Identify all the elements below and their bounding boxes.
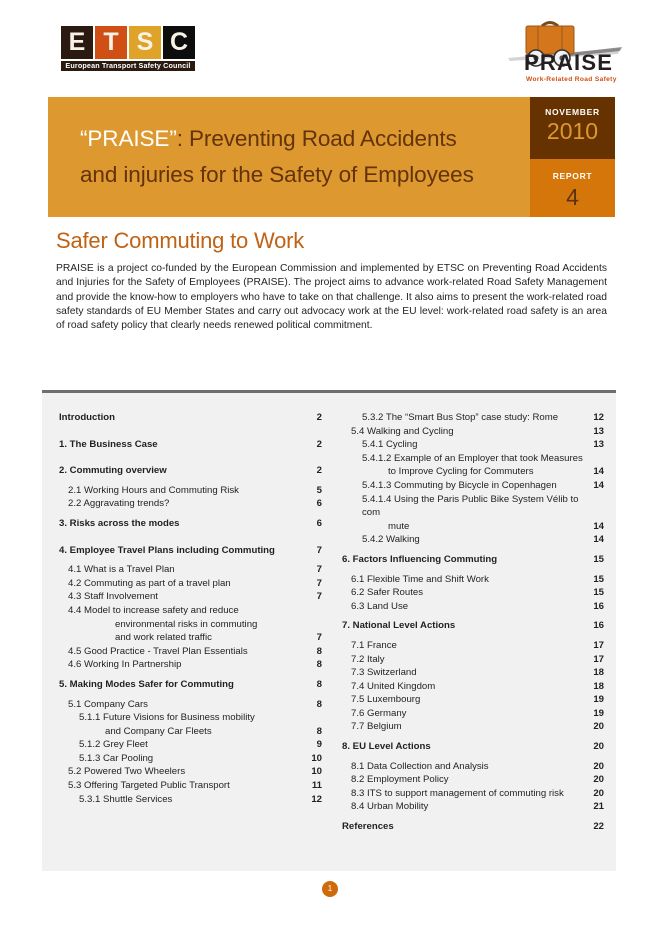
toc-entry-page: 2 bbox=[316, 438, 322, 450]
toc-entry[interactable] bbox=[59, 438, 322, 452]
table-of-contents bbox=[42, 390, 616, 871]
toc-entry-label: 4.5 Good Practice - Travel Plan Essentials bbox=[68, 645, 248, 657]
toc-entry[interactable] bbox=[342, 520, 604, 534]
toc-entry-label: 6.2 Safer Routes bbox=[351, 587, 423, 599]
toc-entry-label: to Improve Cycling for Commuters bbox=[388, 466, 534, 478]
report-title-line1-rest: : Preventing Road Accidents bbox=[176, 126, 457, 151]
toc-entry-page: 8 bbox=[316, 659, 322, 671]
page-number-badge: 1 bbox=[322, 881, 338, 897]
toc-entry[interactable] bbox=[59, 779, 322, 793]
report-title bbox=[80, 121, 520, 193]
toc-entry-label: and work related traffic bbox=[115, 632, 212, 644]
toc-entry[interactable] bbox=[342, 425, 604, 439]
toc-entry-page: 2 bbox=[316, 412, 322, 423]
toc-entry[interactable] bbox=[342, 479, 604, 493]
toc-entry[interactable] bbox=[342, 773, 604, 787]
toc-entry-page: 12 bbox=[593, 412, 604, 423]
toc-entry[interactable] bbox=[342, 639, 604, 653]
toc-entry-page: 20 bbox=[593, 787, 604, 799]
toc-entry-page: 16 bbox=[593, 620, 604, 632]
toc-entry-page: 2 bbox=[316, 465, 322, 477]
toc-entry-label: 5.4.1.2 Example of an Employer that took Measures bbox=[362, 452, 583, 464]
toc-entry[interactable] bbox=[342, 760, 604, 774]
toc-entry-page: 7 bbox=[316, 591, 322, 603]
toc-entry[interactable] bbox=[342, 586, 604, 600]
toc-entry-page: 10 bbox=[311, 766, 322, 778]
toc-entry-label: 4.4 Model to increase safety and reduce bbox=[68, 604, 239, 616]
report-number-value: 4 bbox=[566, 184, 579, 210]
intro-paragraph: PRAISE is a project co-funded by the European Commission and implemented by ETSC on Preventing Road Accidents and Injuries for the Safety of Employees (PRAISE). The project aims to advance work-related Road Safety Management and provide the know-how to employers who have to take on that challenge. It also aims to present the work-related road safety standards of EU Member States and carry out advocacy work at the EU level: work-related road safety is an area of road safety policy that clearly needs renewed political commitment. bbox=[56, 263, 607, 332]
toc-column-left bbox=[59, 411, 322, 806]
toc-entry[interactable] bbox=[59, 590, 322, 604]
toc-entry-page: 20 bbox=[593, 774, 604, 786]
toc-entry-label: 5.2 Powered Two Wheelers bbox=[68, 766, 186, 778]
toc-entry[interactable] bbox=[342, 533, 604, 547]
toc-entry[interactable] bbox=[342, 452, 604, 466]
page-title: Safer Commuting to Work bbox=[56, 228, 305, 253]
toc-entry-page: 19 bbox=[593, 707, 604, 719]
etsc-logo-subtitle: European Transport Safety Council bbox=[61, 61, 195, 71]
toc-spacer bbox=[59, 451, 322, 464]
toc-entry-label: 7.5 Luxembourg bbox=[351, 694, 421, 706]
toc-entry[interactable] bbox=[59, 658, 322, 672]
toc-entry[interactable] bbox=[59, 618, 322, 632]
toc-entry[interactable] bbox=[342, 553, 604, 567]
toc-entry-page: 22 bbox=[593, 821, 604, 833]
toc-entry-page: 15 bbox=[593, 553, 604, 565]
toc-entry-page: 8 bbox=[316, 698, 322, 710]
toc-entry-label: 3. Risks across the modes bbox=[59, 517, 180, 529]
toc-entry-label: 5.1 Company Cars bbox=[68, 698, 148, 710]
publication-year-value: 2010 bbox=[546, 118, 599, 144]
toc-entry[interactable] bbox=[342, 800, 604, 814]
toc-entry[interactable] bbox=[342, 493, 604, 520]
toc-entry-label: 7.1 France bbox=[351, 639, 397, 651]
toc-entry-label: 8. EU Level Actions bbox=[342, 741, 431, 753]
toc-entry-page: 12 bbox=[311, 793, 322, 805]
toc-entry-page: 20 bbox=[593, 760, 604, 772]
toc-entry-label: 5.1.1 Future Visions for Business mobility bbox=[79, 712, 255, 724]
toc-entry-label: 7.3 Switzerland bbox=[351, 667, 417, 679]
toc-entry-page: 15 bbox=[593, 573, 604, 585]
toc-entry-label: 6. Factors Influencing Commuting bbox=[342, 553, 498, 565]
toc-entry[interactable] bbox=[59, 698, 322, 712]
toc-column-right bbox=[342, 411, 604, 834]
toc-entry-label: 8.1 Data Collection and Analysis bbox=[351, 760, 489, 772]
toc-entry-label: Introduction bbox=[59, 412, 115, 423]
toc-entry-page: 13 bbox=[593, 425, 604, 437]
report-label: REPORT bbox=[552, 171, 593, 181]
publication-date-box bbox=[530, 97, 615, 159]
toc-entry-page: 11 bbox=[311, 780, 322, 792]
toc-entry-label: 5.4.2 Walking bbox=[362, 534, 420, 546]
toc-entry-page: 8 bbox=[316, 725, 322, 737]
toc-entry-label: 5.1.3 Car Pooling bbox=[79, 752, 154, 764]
toc-spacer bbox=[59, 531, 322, 544]
toc-entry[interactable] bbox=[342, 411, 604, 425]
toc-entry-label: 7.6 Germany bbox=[351, 707, 407, 719]
praise-logo-wordmark: PRAISE bbox=[524, 50, 614, 75]
toc-entry[interactable] bbox=[59, 645, 322, 659]
toc-entry-label: 5.4.1.3 Commuting by Bicycle in Copenhagen bbox=[362, 479, 557, 491]
toc-entry[interactable] bbox=[59, 544, 322, 558]
toc-entry-label: 7.7 Belgium bbox=[351, 721, 402, 733]
toc-entry[interactable] bbox=[59, 484, 322, 498]
toc-entry-label: 2.2 Aggravating trends? bbox=[68, 498, 170, 510]
toc-entry-label: 5.4.1.4 Using the Paris Public Bike System Vélib to com bbox=[362, 493, 579, 519]
etsc-logo-tiles bbox=[61, 26, 195, 59]
toc-entry[interactable] bbox=[342, 740, 604, 754]
toc-entry-page: 7 bbox=[316, 577, 322, 589]
toc-entry-label: 2.1 Working Hours and Commuting Risk bbox=[68, 484, 239, 496]
toc-entry-page: 20 bbox=[593, 721, 604, 733]
toc-entry-page: 14 bbox=[593, 479, 604, 491]
toc-spacer bbox=[59, 425, 322, 438]
toc-entry-label: References bbox=[342, 821, 394, 833]
toc-entry-page: 15 bbox=[593, 587, 604, 599]
toc-entry-page: 14 bbox=[593, 466, 604, 478]
toc-entry[interactable] bbox=[342, 720, 604, 734]
toc-entry[interactable] bbox=[342, 787, 604, 801]
praise-logo bbox=[500, 14, 636, 84]
toc-entry-page: 18 bbox=[593, 667, 604, 679]
toc-entry-page: 14 bbox=[593, 520, 604, 532]
toc-entry-label: 7. National Level Actions bbox=[342, 620, 456, 632]
toc-entry-label: 7.4 United Kingdom bbox=[351, 680, 436, 692]
toc-entry[interactable] bbox=[342, 619, 604, 633]
toc-entry-label: 5.3.2 The “Smart Bus Stop” case study: Rome bbox=[362, 412, 559, 423]
toc-entry-label: 5.1.2 Grey Fleet bbox=[79, 739, 148, 751]
etsc-letter-c: C bbox=[163, 26, 195, 59]
toc-entry-page: 14 bbox=[593, 534, 604, 546]
toc-entry[interactable] bbox=[59, 563, 322, 577]
toc-entry[interactable] bbox=[342, 693, 604, 707]
toc-entry-page: 10 bbox=[311, 752, 322, 764]
toc-entry-label: 8.2 Employment Policy bbox=[351, 774, 449, 786]
etsc-letter-e: E bbox=[61, 26, 93, 59]
toc-entry[interactable] bbox=[59, 711, 322, 725]
toc-entry-label: 6.1 Flexible Time and Shift Work bbox=[351, 573, 489, 585]
toc-entry[interactable] bbox=[59, 678, 322, 692]
toc-entry-label: 2. Commuting overview bbox=[59, 465, 167, 477]
toc-entry-label: 6.3 Land Use bbox=[351, 600, 409, 612]
praise-logo-tagline: Work-Related Road Safety bbox=[526, 76, 617, 84]
publication-month-label: NOVEMBER bbox=[545, 107, 600, 117]
title-banner bbox=[48, 97, 615, 217]
toc-entry-page: 13 bbox=[593, 439, 604, 451]
toc-entry[interactable] bbox=[59, 411, 322, 425]
toc-entry-label: 4.2 Commuting as part of a travel plan bbox=[68, 577, 231, 589]
toc-entry[interactable] bbox=[59, 793, 322, 807]
toc-entry[interactable] bbox=[59, 752, 322, 766]
report-title-line2: and injuries for the Safety of Employees bbox=[80, 162, 474, 187]
toc-entry[interactable] bbox=[342, 438, 604, 452]
toc-entry[interactable] bbox=[342, 707, 604, 721]
toc-entry[interactable] bbox=[59, 765, 322, 779]
toc-entry-label: 8.4 Urban Mobility bbox=[351, 801, 429, 813]
toc-entry-label: 1. The Business Case bbox=[59, 438, 158, 450]
toc-entry-page: 8 bbox=[316, 645, 322, 657]
toc-entry[interactable] bbox=[342, 820, 604, 834]
toc-entry[interactable] bbox=[59, 577, 322, 591]
toc-entry-page: 6 bbox=[316, 517, 322, 529]
toc-entry-label: 5.3 Offering Targeted Public Transport bbox=[68, 780, 230, 792]
toc-entry-page: 9 bbox=[316, 739, 322, 751]
toc-entry[interactable] bbox=[59, 631, 322, 645]
toc-entry[interactable] bbox=[59, 738, 322, 752]
toc-entry-label: 5. Making Modes Safer for Commuting bbox=[59, 678, 234, 690]
toc-entry-page: 18 bbox=[593, 680, 604, 692]
toc-entry[interactable] bbox=[59, 517, 322, 531]
toc-entry-page: 6 bbox=[316, 498, 322, 510]
toc-entry[interactable] bbox=[342, 573, 604, 587]
etsc-letter-s: S bbox=[129, 26, 161, 59]
toc-entry-page: 7 bbox=[316, 632, 322, 644]
toc-entry-label: environmental risks in commuting bbox=[115, 618, 258, 630]
report-number-box bbox=[530, 159, 615, 217]
toc-entry[interactable] bbox=[59, 497, 322, 511]
etsc-logo bbox=[61, 26, 195, 71]
etsc-letter-t: T bbox=[95, 26, 127, 59]
toc-entry-label: 4.3 Staff Involvement bbox=[68, 591, 158, 603]
toc-entry-label: 5.4.1 Cycling bbox=[362, 439, 418, 451]
toc-entry-label: mute bbox=[388, 520, 410, 532]
toc-entry-label: and Company Car Fleets bbox=[105, 725, 212, 737]
report-title-quoted: “PRAISE” bbox=[80, 126, 177, 151]
toc-entry[interactable] bbox=[59, 464, 322, 478]
toc-entry-page: 20 bbox=[593, 741, 604, 753]
toc-entry[interactable] bbox=[342, 653, 604, 667]
toc-entry-page: 16 bbox=[593, 600, 604, 612]
toc-entry-label: 4.6 Working In Partnership bbox=[68, 659, 182, 671]
toc-entry-label: 8.3 ITS to support management of commuting risk bbox=[351, 787, 564, 799]
toc-entry-page: 17 bbox=[593, 639, 604, 651]
toc-entry-page: 5 bbox=[316, 484, 322, 496]
page-header bbox=[0, 0, 660, 92]
toc-entry-page: 21 bbox=[593, 801, 604, 813]
toc-entry[interactable] bbox=[342, 465, 604, 479]
toc-entry[interactable] bbox=[59, 725, 322, 739]
toc-entry[interactable] bbox=[342, 666, 604, 680]
toc-entry-page: 8 bbox=[316, 678, 322, 690]
toc-entry-label: 5.3.1 Shuttle Services bbox=[79, 793, 173, 805]
toc-entry-label: 7.2 Italy bbox=[351, 653, 385, 665]
toc-entry-label: 5.4 Walking and Cycling bbox=[351, 425, 454, 437]
title-banner-side bbox=[530, 97, 615, 217]
toc-entry[interactable] bbox=[342, 600, 604, 614]
toc-entry-page: 7 bbox=[316, 544, 322, 556]
toc-entry-label: 4. Employee Travel Plans including Commuting bbox=[59, 544, 275, 556]
title-banner-main bbox=[48, 97, 530, 217]
toc-entry-page: 7 bbox=[316, 564, 322, 576]
toc-entry[interactable] bbox=[342, 680, 604, 694]
toc-entry-page: 19 bbox=[593, 694, 604, 706]
toc-entry[interactable] bbox=[59, 604, 322, 618]
toc-entry-label: 4.1 What is a Travel Plan bbox=[68, 564, 175, 576]
toc-entry-page: 17 bbox=[593, 653, 604, 665]
